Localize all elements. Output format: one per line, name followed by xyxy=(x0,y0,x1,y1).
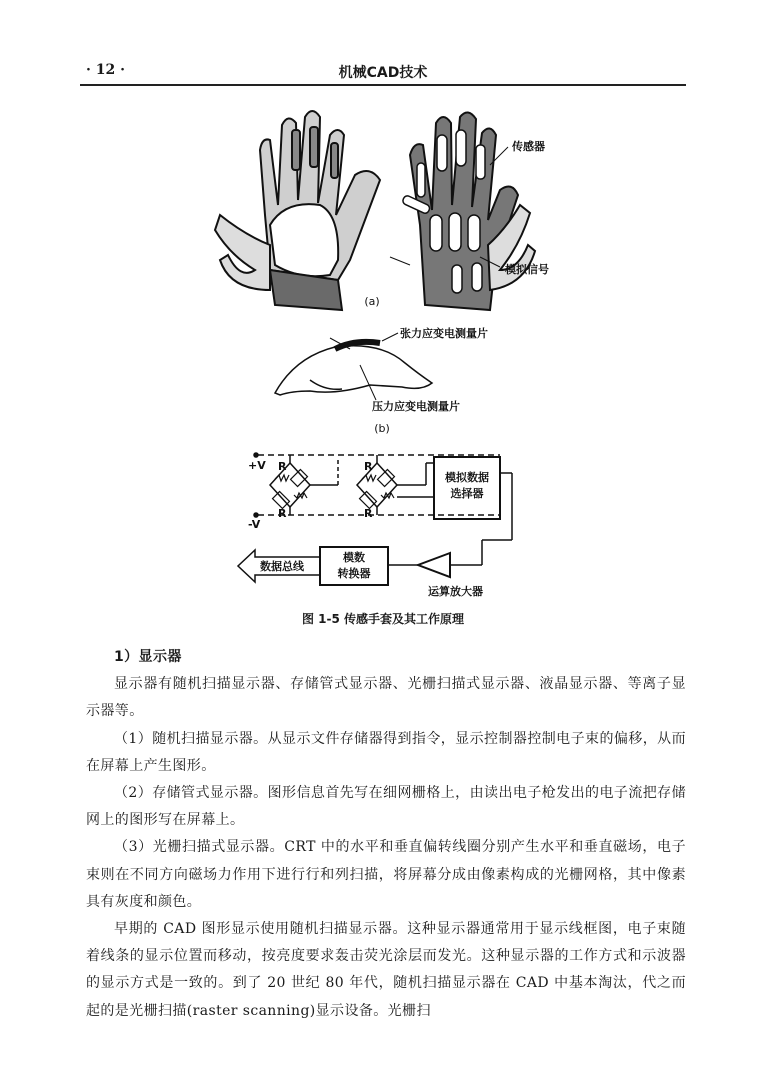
finger-sketch xyxy=(275,342,432,395)
label-resistor-3: R xyxy=(364,460,373,473)
label-panel-a: (a) xyxy=(364,295,380,308)
label-amp: 运算放大器 xyxy=(428,585,483,598)
glove-left xyxy=(215,111,380,310)
paragraph-3: （2）存储管式显示器。图形信息首先写在细网栅格上，由读出电子枪发出的电子流把存储网上的图形写在屏幕上。 xyxy=(86,785,686,829)
paragraph-4: （3）光栅扫描式显示器。CRT 中的水平和垂直偏转线圈分别产生水平和垂直磁场，电子束则在不同方向磁场力作用下进行行和列扫描，将屏幕分成由像素构成的光栅网格，其中像素具有灰度和颜色。 xyxy=(86,839,686,910)
label-resistor-4: R xyxy=(364,507,373,520)
paragraph-1: 显示器有随机扫描显示器、存储管式显示器、光栅扫描式显示器、液晶显示器、等离子显示器等。 xyxy=(86,676,686,720)
label-mux-line1: 模拟数据 xyxy=(445,471,489,484)
label-data-bus: 数据总线 xyxy=(260,560,304,573)
label-tension-gauge: 张力应变电测量片 xyxy=(400,327,488,340)
figure-1-5 xyxy=(80,95,686,635)
label-resistor-1: R xyxy=(278,460,287,473)
label-mux-line2: 选择器 xyxy=(450,487,484,500)
section-heading: 1）显示器 xyxy=(114,649,182,665)
label-adc-line2: 转换器 xyxy=(337,567,371,580)
running-title: 机械CAD技术 xyxy=(338,65,428,81)
label-adc-line1: 模数 xyxy=(343,551,365,564)
figure-caption: 图 1-5 传感手套及其工作原理 xyxy=(301,612,465,626)
label-panel-b: (b) xyxy=(374,422,390,435)
body-text xyxy=(86,644,686,1025)
label-sensor: 传感器 xyxy=(512,140,545,153)
page-header xyxy=(80,60,686,86)
paragraph-5: 早期的 CAD 图形显示使用随机扫描显示器。这种显示器通常用于显示线框图，电子束随着线条的显示位置而移动，按亮度要求轰击荧光涂层而发光。这种显示器的工作方式和示波器的显示方式是一致的。到了 20 世纪 80 年代，随机扫描显示器在 CAD 中基本淘汰，代之而起的是光栅扫描(raster scanning)显示设备。光栅扫 xyxy=(86,921,686,1019)
label-pressure-gauge: 压力应变电测量片 xyxy=(372,400,460,413)
label-minus-v: -V xyxy=(248,518,261,531)
page-number: · 12 · xyxy=(86,62,125,78)
figure-drawing xyxy=(80,95,686,635)
label-plus-v: +V xyxy=(248,459,266,472)
paragraph-2: （1）随机扫描显示器。从显示文件存储器得到指令，显示控制器控制电子束的偏移，从而在屏幕上产生图形。 xyxy=(86,730,686,774)
label-analog-signal: 模拟信号 xyxy=(505,263,549,276)
label-resistor-2: R xyxy=(278,507,287,520)
